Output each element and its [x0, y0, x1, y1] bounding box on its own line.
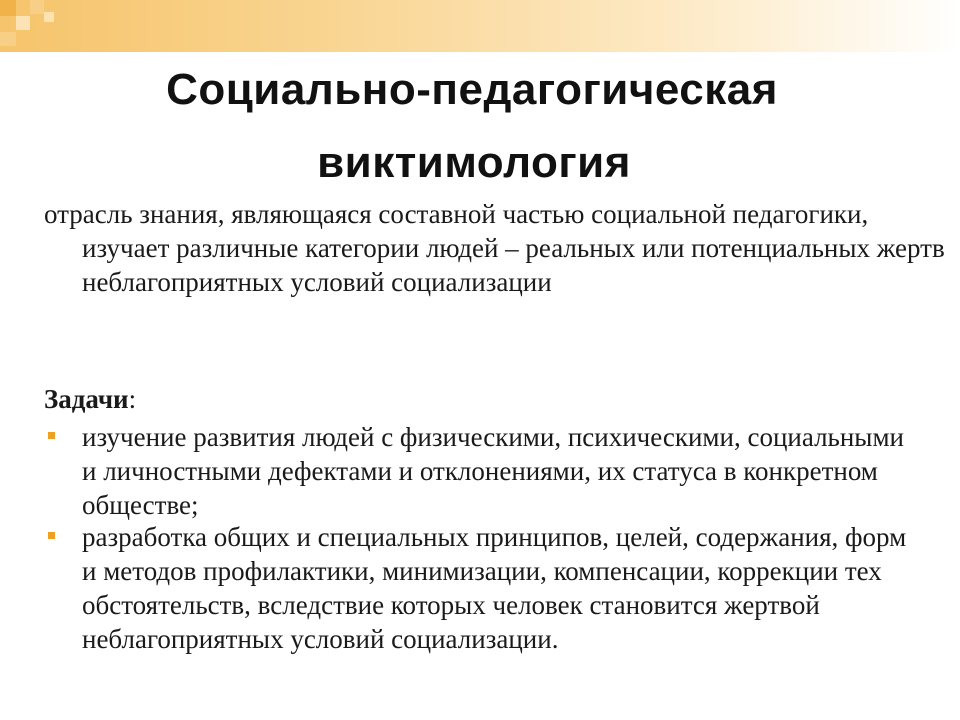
list-item [44, 520, 924, 656]
slide-title-line1: Социально-педагогическая [166, 65, 778, 114]
square-bullet-icon [48, 432, 55, 439]
list-item [44, 420, 924, 522]
header-band [0, 0, 960, 52]
tasks-label: Задачи [44, 384, 129, 414]
list-item-text: изучение развития людей с физическими, психическими, социальными и личностными дефектами и отклонениями, их статуса в конкретном обществе; [82, 422, 904, 520]
list-item-text: разработка общих и специальных принципов, целей, содержания, форм и методов профилактики, минимизации, компенсации, коррекции тех обстоятельств, вследствие которых человек становится жертвой неблагоприятных условий социализации. [82, 522, 907, 654]
definition-text: отрасль знания, являющаяся составной частью социальной педагогики, изучает различные категории людей – реальных или потенциальных жертв неблагоприятных условий социализации [44, 199, 945, 297]
slide-title-line2: виктимология [317, 138, 631, 187]
square-bullet-icon [48, 532, 55, 539]
tasks-colon: : [128, 384, 137, 414]
tasks-heading [44, 382, 924, 416]
